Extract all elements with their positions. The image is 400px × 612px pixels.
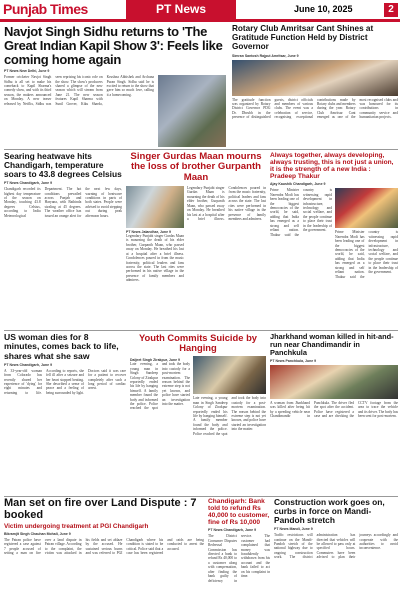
headline-jharkhand: Jharkhand woman killed in hit-and-run near Chandimandir in Panchkula [270, 333, 394, 357]
body-bank: The District Consumer Disputes Redressal Commission has directed a bank to refund Rs 40,000 to a customer along with compensation, after finding the bank guilty of deficiency in service. The customer had complained that money was fraudulently withdrawn from his account and the bank failed to act on his complaint in time. [208, 534, 270, 583]
body-heatwave: Chandigarh recorded its highest day temperature of the season on Monday, touching 43.8 degrees Celsius, according to India Meteorological Department. The hot conditions prevailed across Punjab and Haryana, with Bathinda sizzling at 45 degrees. The weather office has issued an orange alert for the next few days, warning of heatwave conditions in parts of both states. People were advised to avoid stepping out during peak afternoon hours. [4, 187, 122, 218]
headline-heatwave: Searing heatwave hits Chandigarh, temperature soars to 43.8 degrees Celsius [4, 152, 122, 180]
article-youth [130, 333, 266, 493]
byline-youth: Daljeet Singh Zirakpur, June 9 [130, 358, 180, 363]
article-jharkhand [270, 333, 398, 493]
body-thakur-a: Prime Minister Narendra Modi has been leading one of the biggest democracies of the world, he said, adding that India has emerged as a strong and self reliant nation. Thakur said the country is witnessing rapid development in infrastructure, technology and social welfare, and the people continue to place their trust in the leadership of the government. [270, 188, 332, 237]
article-bank [208, 498, 270, 610]
body-youth-b: Late evening, a young man in Singh Sandeep Colony of Zirakpur reportedly ended his life by hanging himself. A family member found the body and informed the police. Police reached the spot and took the body into custody for a post-mortem examination. The reason behind the extreme step is not yet known, and police have started an investigation into the matter. [193, 396, 266, 436]
byline-heatwave: PT News Chandigarh, June 9 [4, 181, 53, 186]
article-sidhu [4, 25, 226, 147]
article-land-dispute [4, 498, 204, 610]
headline-us-woman: US woman dies for 8 minutes, comes back to life, shares what she saw [4, 333, 119, 361]
byline-rotary: Simran Santosh Rajput Amritsar, June 9 [232, 53, 299, 58]
masthead [0, 0, 400, 22]
article-rotary [232, 25, 398, 147]
article-singer [126, 152, 266, 327]
headline-land-dispute: Man set on fire over Land Dispute : 7 booked [4, 498, 197, 521]
headline-sidhu: Navjot Singh Sidhu returns to 'The Great Indian Kapil Show 3': Feels like coming home again [4, 25, 223, 68]
photo-rotary [232, 60, 398, 96]
article-construction [274, 498, 398, 610]
photo-youth [193, 356, 266, 394]
byline-sidhu: PT News New Delhi, June 9 [4, 69, 50, 74]
subhead-land-dispute: Victim undergoing treatment at PGI Chandigarh [4, 522, 149, 530]
body-singer-b: Legendary Punjabi singer Gurdas Maan is mourning the death of his elder brother, Gurpanth Maan, who passed away on Monday. He breathed his last at a hospital after a brief illness. Condolences poured in from the music fraternity, political leaders and fans across the state. The last rites were performed in his native village in the presence of family members and admirers. [187, 186, 266, 221]
byline-construction: PT News Mandi, June 9 [274, 527, 313, 532]
headline-rotary: Rotary Club Amritsar Cant Shines at Gratitude Function Held by District Governor [232, 25, 374, 51]
article-heatwave [4, 152, 122, 327]
issue-date: June 10, 2025 [294, 4, 353, 14]
byline-bank: PT News Chandigarh, June 9 [208, 528, 257, 533]
body-thakur-b: Prime Minister Narendra Modi has been leading one of the biggest democracies of the world, he said, adding that India has emerged as a strong and self reliant nation. Thakur said the country is witnessing rapid development in infrastructure, technology and social welfare, and the people continue to place their trust in the leadership of the government. [335, 230, 398, 279]
body-construction: Traffic restrictions will continue on the Mandi-Pandoh stretch of the national highway due to ongoing construction work. The district administration has directed that vehicles will be allowed to pass only at specified hours. Commuters have been advised to plan their journeys accordingly and cooperate with the authorities to avoid inconvenience. [274, 533, 398, 560]
body-youth-a: Late evening, a young man in Singh Sandeep Colony of Zirakpur reportedly ended his life by hanging himself. A family member found the body and informed the police. Police reached the spot and took the body into custody for a post-mortem examination. The reason behind the extreme step is not yet known, and police have started an investigation into the matter. [130, 362, 190, 411]
photo-sidhu [158, 75, 226, 147]
headline-construction: Construction work goes on, curbs in force on Mandi-Pandoh stretch [274, 498, 385, 526]
byline-us-woman: PT News Chandigarh, June 9 [4, 362, 53, 367]
body-singer-a: Legendary Punjabi singer Gurdas Maan is mourning the death of his elder brother, Gurpanth Maan, who passed away on Monday. He breathed his last at a hospital after a brief illness. Condolences poured in from the music fraternity, political leaders and fans across the state. The last rites were performed in his native village in the presence of family members and admirers. [126, 234, 184, 283]
body-rotary: The gratitude function was organized by Rotary District Governor PDG Dr. Dhrubh in the presence of distinguished guests, district officials and members of various clubs. The event was a celebration of service, recognising exceptional contributions made by Rotary clubs and members during the year. Rotary Club Amritsar Cant emerged as one of the most recognised clubs and was honoured for its contributions in community service and humanitarian projects. [232, 97, 398, 120]
headline-singer: Singer Gurdas Maan mourns the loss of brother Gurpanth Maan [130, 152, 262, 183]
body-land-dispute: The Patran police have registered a case against 7 people accused of setting a man on fire over a land dispute in Patran village. According to the complaint, the victim was attacked in his fields and set ablaze by the accused. He sustained serious burns and was referred to PGI Chandigarh where his condition is stated to be critical. Police said that a case has been registered and raids are being conducted to arrest the accused. [4, 537, 204, 555]
byline-land-dispute: Bikramjit Singh Chauhan Mohali, June 9 [4, 531, 71, 536]
body-us-woman: A 33-year-old woman from Colorado has recently shared her experience of 'dying' for eight minutes and returning to life. According to reports, she fell ill after a seizure and her heart stopped beating. She described a sense of peace and a feeling of being surrounded by light. Doctors said it was rare for a patient to recover completely after such a long period of cardiac arrest. [4, 368, 126, 395]
byline-thakur: Ajay Kaushik Chandigarh, June 9 [270, 182, 326, 187]
byline-singer: PT News Jalandhar, June 9 [126, 230, 171, 235]
headline-bank: Chandigarh: Bank told to refund Rs 40,000 to customer, fine of Rs 10,000 [208, 498, 270, 527]
article-thakur [270, 152, 398, 327]
photo-singer [126, 186, 184, 228]
photo-jharkhand [270, 365, 398, 399]
photo-thakur [335, 188, 398, 228]
page-number: 2 [384, 3, 398, 17]
body-sidhu: Former cricketer Navjot Singh Sidhu is all set to make his comeback to Kapil Sharma's comedy show, and with its third season, the makers announced on Monday. A new teaser released by Netflix, Sidhu was seen reprising his iconic role on the show. The show's producers shared a glimpse of the new season which will stream from June 21. The new season features Kapil Sharma with Sunil Grover, Kiku Sharda, Krushna Abhishek and Archana Puran Singh. Sidhu said he is excited to return to the show that gave him so much love, calling it a homecoming. [4, 75, 154, 106]
headline-thakur: Always together, always developing, always trusting, this is not just a union, it is the strength of a new India : Pradeep Thakur [270, 152, 394, 181]
byline-jharkhand: PT News Panchkula, June 9 [270, 358, 317, 363]
headline-youth: Youth Commits Suicide by Hanging [138, 333, 258, 354]
article-us-woman [4, 333, 126, 493]
body-jharkhand: A woman from Jharkhand was killed after being hit by a speeding vehicle near Chandimandir in Panchkula. The driver fled the spot after the accident. Police have registered a case and are checking the CCTV footage from the area to trace the vehicle and its driver. The body has been sent for post-mortem. [270, 400, 398, 419]
section-label: PT News [126, 0, 236, 19]
newspaper-logo: Punjab Times [3, 1, 88, 17]
